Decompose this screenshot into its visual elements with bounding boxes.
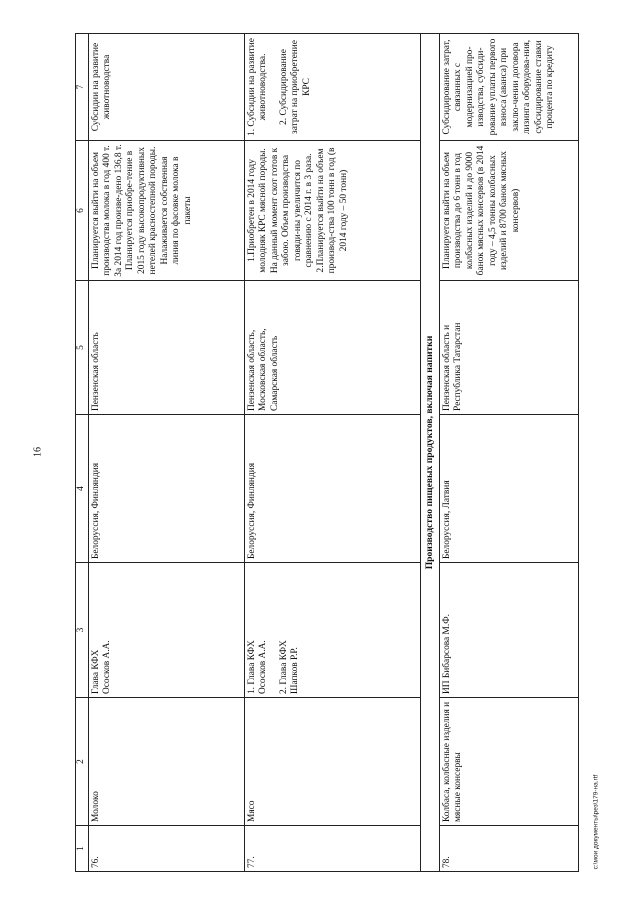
row-number: 77. (245, 826, 421, 872)
support-cell (440, 34, 579, 141)
producer-line: Ососков А.А. (102, 640, 113, 694)
plan-line: 1.Приобретен в 2014 году молодняк КРС мясной породы. На данный момент скот готов к забою. Объем производства говяди-ны увеличится по сравнению с 2014 г. в 3 раза. (247, 147, 315, 274)
regions-cell: Пензенская область, Московская область, Самарская область (245, 281, 421, 415)
plans-cell (89, 141, 245, 281)
producer-line: ИП Бибарсова М.Ф. (442, 614, 452, 694)
producer-line: 2. Глава КФХ (278, 640, 289, 694)
producer-cell (440, 563, 579, 698)
countries-cell: Белоруссия, Финляндия (245, 415, 421, 563)
table-row (245, 34, 421, 872)
table-row (89, 34, 245, 872)
row-number: 76. (89, 826, 245, 872)
section-header-row (421, 34, 440, 872)
landscape-sheet (75, 34, 579, 872)
products-table (75, 33, 579, 872)
regions-cell: Пензенская область (89, 281, 245, 415)
regions-cell: Пензенская область и Республика Татарстан (440, 281, 579, 415)
support-line: 1. Субсидии на развитие животноводства. (247, 38, 269, 136)
producer-line: 1. Глава КФХ (247, 640, 257, 694)
plan-line: Планируется приобре-тение в 2015 году высокопродуктивных нетелей красностепной породы. Налаживается собственная линия по фасовке молока в пакеты (125, 146, 193, 275)
col-header-6: 6 (76, 141, 89, 281)
section-title: Производство пищевых продуктов, включая напитки (421, 34, 440, 872)
row-number: 78. (440, 826, 579, 872)
producer-cell (89, 563, 245, 698)
product-cell: Колбаса, колбасные изделия и мясные консервы (440, 698, 579, 826)
plan-line: 2.Планируется выйти на объем производ-ства 100 тонн в год (в 2014 году – 50 тонн) (315, 147, 349, 274)
support-line: Субсидии на развитие животноводства (91, 42, 113, 132)
support-line: 2. Субсидирование затрат на приобретение КРС (278, 40, 312, 134)
countries-cell: Белоруссия, Латвия (440, 415, 579, 563)
plan-line: За 2014 год произве-дено 136,8 т. (113, 144, 124, 277)
plans-cell (440, 141, 579, 281)
producer-cell (245, 563, 421, 698)
product-cell: Молоко (89, 698, 245, 826)
col-header-3: 3 (76, 563, 89, 698)
col-header-2: 2 (76, 698, 89, 826)
producer-line: Глава КФХ (91, 649, 101, 694)
countries-cell: Белоруссия, Финляндия (89, 415, 245, 563)
support-cell (245, 34, 421, 141)
rotated-page-container (75, 34, 579, 872)
page-number: 16 (32, 447, 44, 457)
col-header-7: 7 (76, 34, 89, 141)
producer-line: Шапков Р.Р. (290, 647, 301, 694)
col-header-5: 5 (76, 281, 89, 415)
column-number-row (76, 34, 89, 872)
table-row (440, 34, 579, 872)
support-cell (89, 34, 245, 141)
plan-line: Планируется выйти на объем производства до 6 тонн в год колбасных изделий и до 9000 банок мясных консервов (в 2014 году – 4,5 тонны колбасных изделий и 8700 банок мясных консервов) (442, 145, 521, 276)
file-path-footer: c:\мои документы\рез\179-на.rtf (592, 774, 600, 870)
plans-cell (245, 141, 421, 281)
product-cell: Мясо (245, 698, 421, 826)
support-line: Субсидирование затрат, связанных с модернизацией про-изводства, субсиди-рование уплаты первого взноса (аванса) при заклю-чении договора лизинга оборудова-ния, субсидирование ставки процента по кредиту (442, 38, 556, 136)
col-header-1: 1 (76, 826, 89, 872)
producer-line: Ососков А.А. (258, 640, 269, 694)
plan-line: Планируется выйти на объем производства молока в год 400 т. (91, 145, 113, 276)
col-header-4: 4 (76, 415, 89, 563)
